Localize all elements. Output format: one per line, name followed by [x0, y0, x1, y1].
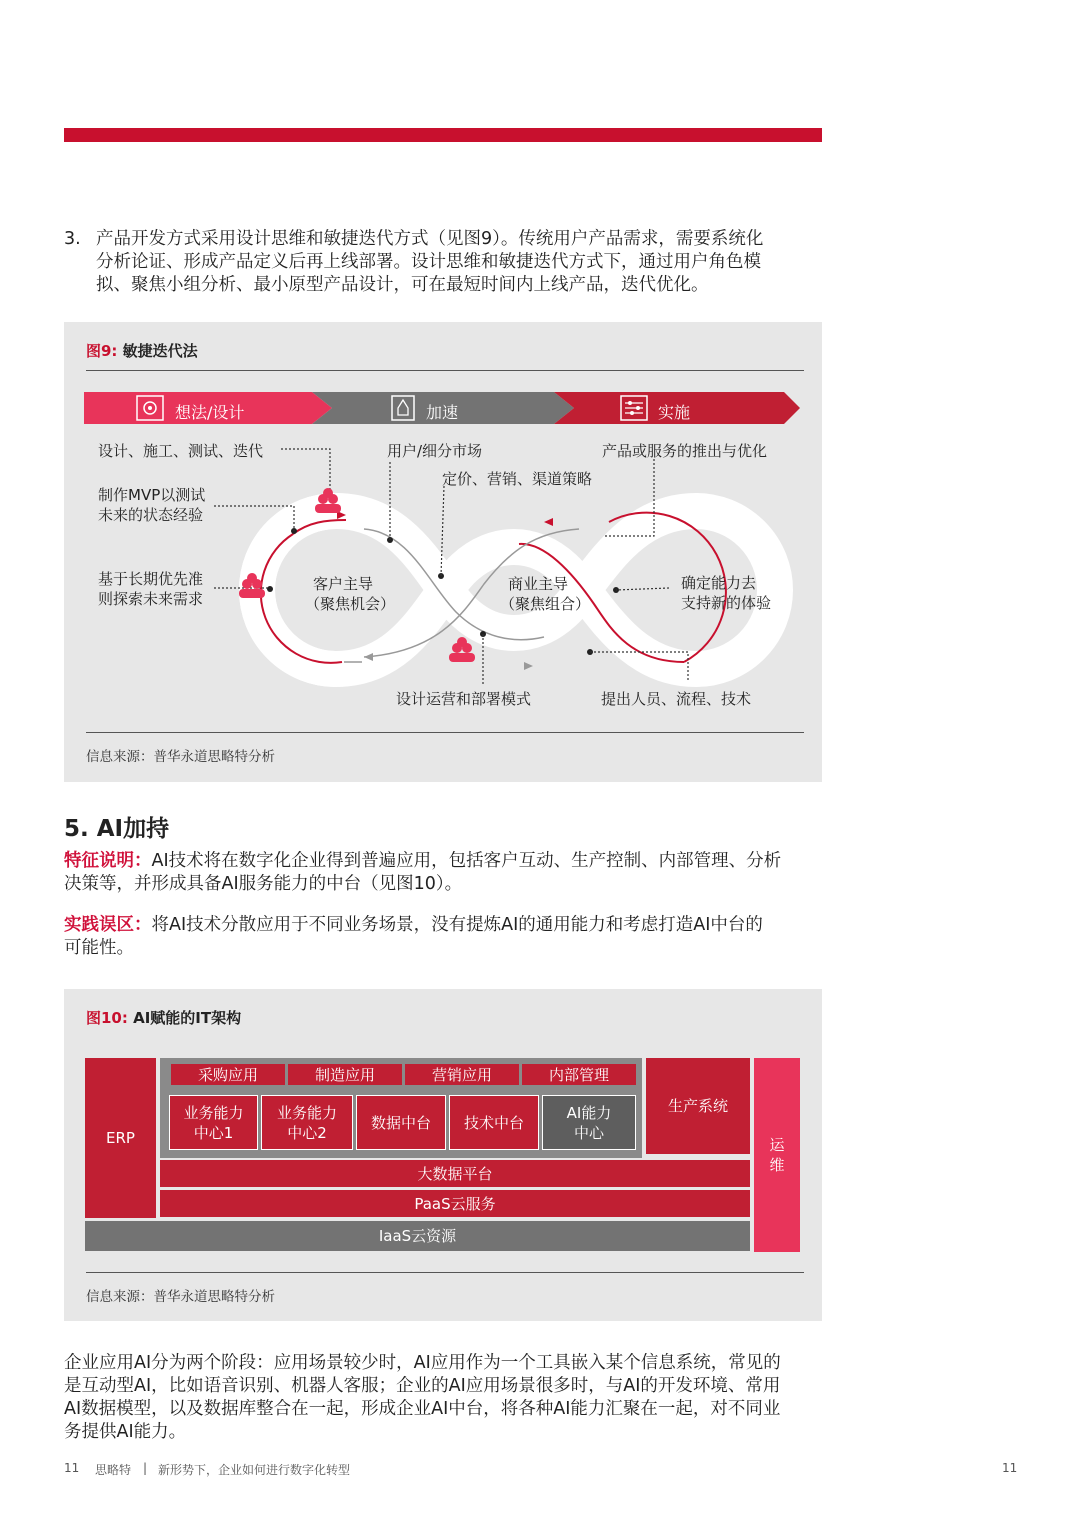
- business-center-2: 业务能力 中心2: [261, 1095, 353, 1150]
- production-system: 生产系统: [646, 1058, 750, 1154]
- figure-10-source: 信息来源：普华永道思略特分析: [86, 1289, 275, 1305]
- item-3-line-3: 拟、聚焦小组分析、最小原型产品设计，可在最短时间内上线产品，迭代优化。: [96, 275, 709, 295]
- mistake-line-2: 可能性。: [64, 938, 134, 958]
- data-middle-platform: 数据中台: [356, 1095, 446, 1150]
- feature-line-1: AI技术将在数字化企业得到普遍应用，包括客户互动、生产控制、内部管理、分析: [151, 851, 782, 871]
- item-3-paragraph: [64, 228, 824, 297]
- mistake-label: 实践误区：: [64, 915, 152, 935]
- right-loop-label-2: （聚焦组合）: [500, 595, 591, 613]
- label-mvp-2: 未来的状态经验: [98, 506, 204, 524]
- paas-cloud: PaaS云服务: [160, 1190, 750, 1217]
- figure-10-title-text: AI赋能的IT架构: [127, 1009, 242, 1027]
- section-5-heading: 5. AI加持: [64, 816, 170, 842]
- label-launch: 产品或服务的推出与优化: [602, 442, 768, 460]
- phase-label-accelerate: 加速: [426, 403, 459, 422]
- tech-middle-platform: 技术中台: [449, 1095, 539, 1150]
- label-long-term-2: 则探索未来需求: [98, 590, 204, 608]
- phase-label-design: 想法/设计: [175, 403, 245, 422]
- figure-10-title: [86, 1007, 241, 1028]
- closing-paragraph: [64, 1352, 824, 1444]
- figure-9: [64, 322, 822, 782]
- figure-10: [64, 989, 822, 1321]
- item-3-line-1: 产品开发方式采用设计思维和敏捷迭代方式（见图9）。传统用户产品需求，需要系统化: [96, 229, 764, 249]
- item-3-line-2: 分析论证、形成产品定义后再上线部署。设计思维和敏捷迭代方式下，通过用户角色模: [96, 252, 761, 272]
- app-internal-mgmt: 内部管理: [522, 1064, 636, 1085]
- label-capability-2: 支持新的体验: [681, 594, 772, 612]
- header-bar: [64, 128, 822, 142]
- figure-10-number: 图10:: [86, 1009, 128, 1027]
- figure-10-bottom-rule: [86, 1272, 804, 1273]
- operations-block: 运 维: [754, 1058, 800, 1252]
- figure-9-bottom-rule: [86, 732, 804, 733]
- footer-brand: 思略特: [95, 1463, 132, 1477]
- agile-diagram: [64, 322, 822, 782]
- people-icon: [449, 637, 475, 662]
- label-people-process: 提出人员、流程、技术: [601, 690, 752, 708]
- figure-9-title-text: 敏捷迭代法: [117, 342, 198, 360]
- figure-9-source: 信息来源：普华永道思略特分析: [86, 749, 275, 765]
- figure-9-number: 图9:: [86, 342, 118, 360]
- erp-block: ERP: [85, 1058, 156, 1218]
- label-mvp-1: 制作MVP以测试: [98, 486, 206, 504]
- right-loop-label-1: 商业主导: [508, 575, 569, 593]
- iaas-cloud: IaaS云资源: [85, 1221, 750, 1251]
- mistake-line-1: 将AI技术分散应用于不同业务场景，没有提炼AI的通用能力和考虑打造AI中台的: [151, 915, 763, 935]
- app-marketing: 营销应用: [405, 1064, 519, 1085]
- footer-page-right: 11: [1002, 1461, 1018, 1475]
- feature-label: 特征说明：: [64, 851, 152, 871]
- app-purchase: 采购应用: [171, 1064, 285, 1085]
- left-loop-label-2: （聚焦机会）: [305, 595, 396, 613]
- phase-label-implement: 实施: [658, 403, 691, 422]
- feature-line-2: 决策等，并形成具备AI服务能力的中台（见图10）。: [64, 874, 463, 894]
- label-long-term-1: 基于长期优先准: [98, 570, 204, 588]
- ai-capability-center: AI能力 中心: [542, 1095, 636, 1150]
- feature-paragraph: [64, 850, 824, 896]
- label-user-segment: 用户/细分市场: [387, 442, 483, 460]
- label-capability-1: 确定能力去: [681, 574, 757, 592]
- mistake-paragraph: [64, 914, 824, 960]
- footer-separator: |: [143, 1461, 148, 1475]
- left-loop-label-1: 客户主导: [313, 575, 374, 593]
- label-pricing: 定价、营销、渠道策略: [442, 470, 593, 488]
- label-design-build: 设计、施工、测试、迭代: [98, 442, 264, 460]
- business-center-1: 业务能力 中心1: [169, 1095, 258, 1150]
- closing-line-2: 是互动型AI，比如语音识别、机器人客服；企业的AI应用场景很多时，与AI的开发环境、常用: [64, 1376, 781, 1396]
- closing-line-4: 务提供AI能力。: [64, 1422, 187, 1442]
- closing-line-1: 企业应用AI分为两个阶段：应用场景较少时，AI应用作为一个工具嵌入某个信息系统，常见的: [64, 1353, 781, 1373]
- closing-line-3: AI数据模型，以及数据库整合在一起，形成企业AI中台，将各种AI能力汇聚在一起，对不同业: [64, 1399, 781, 1419]
- item-number: 3.: [64, 229, 81, 249]
- app-manufacturing: 制造应用: [288, 1064, 402, 1085]
- label-operations: 设计运营和部署模式: [396, 690, 532, 708]
- big-data-platform: 大数据平台: [160, 1160, 750, 1187]
- footer-page-left: 11: [64, 1461, 80, 1475]
- footer-doc-title: 新形势下，企业如何进行数字化转型: [158, 1463, 351, 1477]
